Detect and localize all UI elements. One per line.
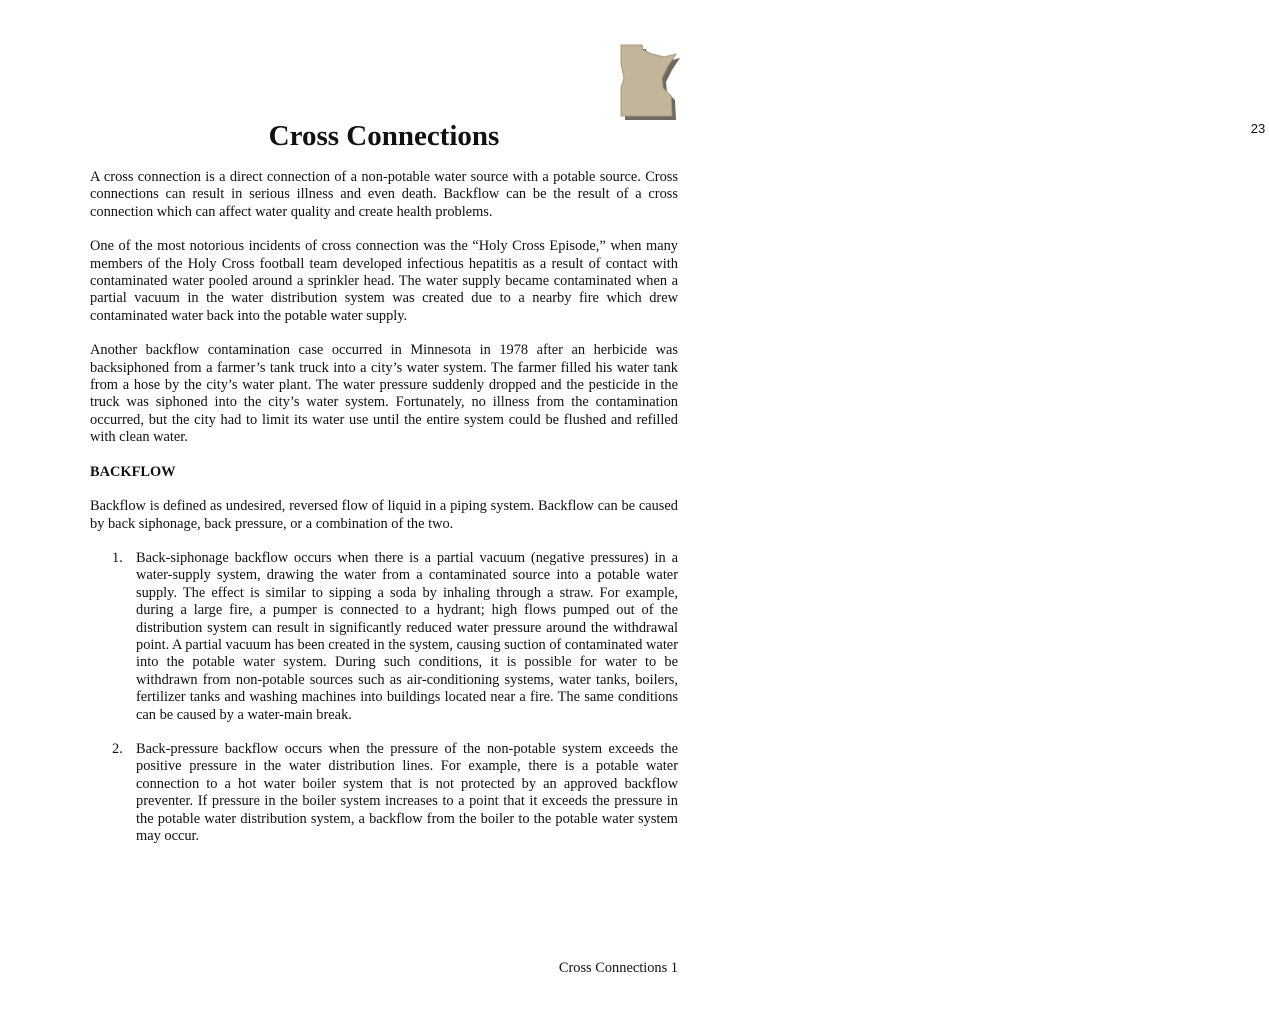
paragraph-holy-cross: One of the most notorious incidents of cross connection was the “Holy Cross Episode,” when many members of the Holy Cross football team developed infectious hepatitis as a result of contact with contaminated water pooled around a sprinkler head. The water supply became contaminated when a partial vacuum in the water distribution system was created due to a nearby fire which drew contaminated water back into the potable water supply. [90, 238, 678, 324]
list-item-number: 1. [112, 549, 123, 566]
list-item-number: 2. [112, 740, 123, 757]
minnesota-map-icon [616, 44, 686, 122]
document-body [90, 169, 678, 862]
paragraph-backflow-definition: Backflow is defined as undesired, reversed flow of liquid in a piping system. Backflow can be caused by back siphonage, back pressure, or a combination of the two. [90, 498, 678, 532]
page-number-badge [616, 44, 1266, 136]
paragraph-intro: A cross connection is a direct connection of a non-potable water source with a potable source. Cross connections can result in serious illness and even death. Backflow can be the result of a cross connection which can affect water quality and create health problems. [90, 169, 678, 220]
section-heading-backflow: BACKFLOW [90, 463, 176, 480]
list-item-text: Back-pressure backflow occurs when the pressure of the non-potable system exceeds the positive pressure in the water distribution lines. For example, there is a potable water connection to a hot water boiler system that is not protected by an approved backflow preventer. If pressure in the boiler system increases to a point that it exceeds the pressure in the potable water distribution system, a backflow from the boiler to the potable water system may occur. [136, 740, 678, 844]
backflow-types-list [90, 550, 678, 846]
page-footer: Cross Connections 1 [558, 960, 678, 976]
list-item [90, 550, 678, 724]
page-title: Cross Connections [268, 120, 500, 152]
paragraph-minnesota-case: Another backflow contamination case occurred in Minnesota in 1978 after an herbicide was backsiphoned from a farmer’s tank truck into a city’s water system. The farmer filled his water tank from a hose by the city’s water plant. The water pressure suddenly dropped and the pesticide in the truck was siphoned into the city’s water system. Fortunately, no illness from the contamination occurred, but the city had to limit its water use until the entire system could be flushed and refilled with clean water. [90, 342, 678, 446]
page-number: 23 [1250, 121, 1266, 136]
list-item [90, 741, 678, 845]
list-item-text: Back-siphonage backflow occurs when there is a partial vacuum (negative pressures) in a water-supply system, drawing the water from a contaminated source into a potable water supply. The effect is similar to sipping a soda by inhaling through a straw. For example, during a large fire, a pumper is connected to a hydrant; high flows pumped out of the distribution system can result in significantly reduced water pressure around the withdrawal point. A partial vacuum has been created in the system, causing suction of contaminated water into the potable water system. During such conditions, it is possible for water to be withdrawn from non-potable sources such as air-conditioning systems, water tanks, boilers, fertilizer tanks and washing machines into buildings located near a fire. The same conditions can be caused by a water-main break. [136, 549, 678, 723]
